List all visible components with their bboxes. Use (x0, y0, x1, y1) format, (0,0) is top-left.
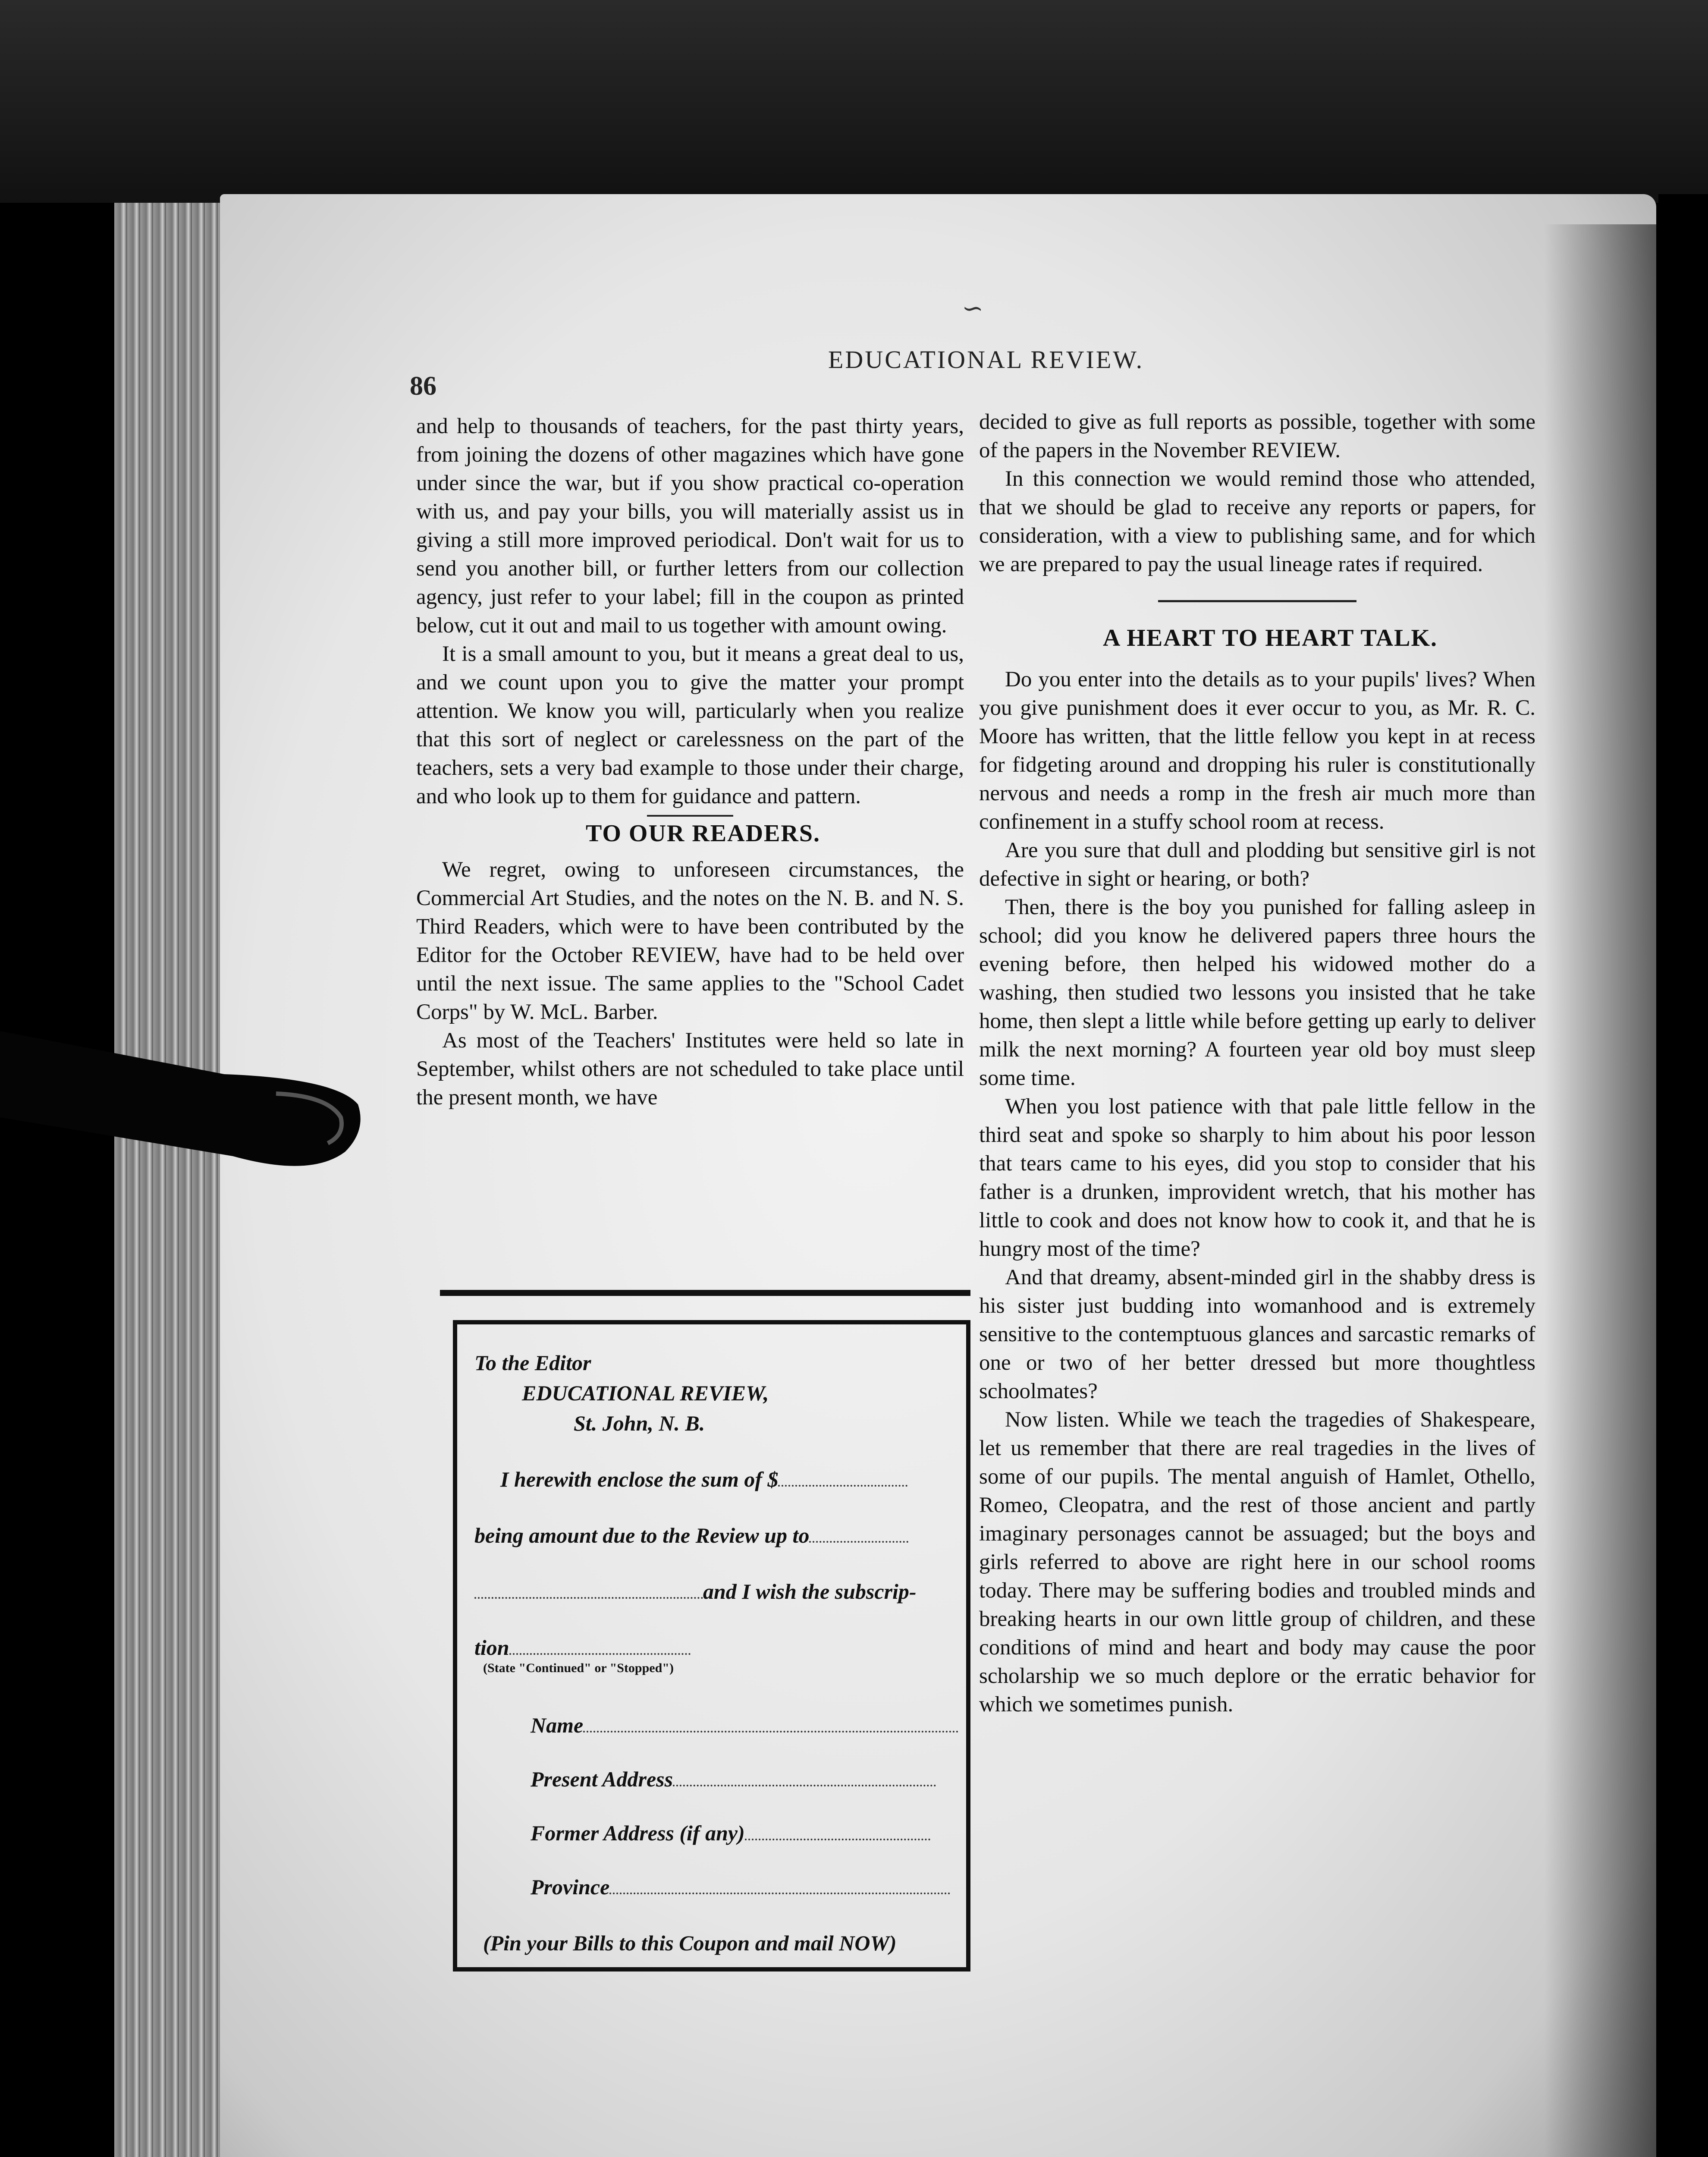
coupon-city: St. John, N. B. (574, 1411, 705, 1435)
running-title: EDUCATIONAL REVIEW. (828, 346, 1144, 374)
coupon-present-address-row (531, 1767, 936, 1792)
due-date-field[interactable] (809, 1541, 908, 1543)
page-number: 86 (410, 371, 436, 401)
paragraph: When you lost patience with that pale little fellow in the third seat and spoke so sharply to him about his poor lesson that tears came to his eyes, did you stop to consider that his father is a drunken, improvident wretch, that his mother has little to cook and does not know how to cook it, and that he is hungry most of the time? (979, 1094, 1535, 1261)
right-column (979, 408, 1535, 1719)
coupon-name-label: Name (531, 1713, 584, 1737)
page-gutter-shadow (1544, 224, 1656, 2157)
thumb-shadow (0, 1014, 371, 1204)
paragraph: decided to give as full reports as possible, together with some of the papers in the November REVIEW. (979, 410, 1535, 462)
paragraph: It is a small amount to you, but it means a great deal to us, and we count upon you to give the matter your prompt attention. We know you will, particularly when you realize that this sort of neglect or carelessness on the part of the teachers, sets a very bad example to those under their charge, and who look up to them for guidance and pattern. (416, 642, 964, 808)
coupon-enclose-label: I herewith enclose the sum of $ (500, 1467, 779, 1491)
coupon-former-address-label: Former Address (if any) (531, 1821, 745, 1845)
paragraph: Now listen. While we teach the tragedies of Shakespeare, let us remember that there are real tragedies in the lives of some of our pupils. The mental anguish of Hamlet, Othello, Romeo, Cleopatra, and the rest of those ancient and partly imaginary personages cannot be assuaged; but the boys and girls referred to above are right here in our school rooms today. There may be suffering bodies and troubled minds and breaking hearts in our own little group of children, and these conditions of mind and heart and body may cause the poor scholarship we so much deplore or the erratic behavior for which we sometimes punish. (979, 1408, 1535, 1717)
coupon-addressee: To the Editor (474, 1351, 591, 1375)
scan-background-top (0, 0, 1708, 203)
province-field[interactable] (609, 1893, 950, 1894)
coupon-name-row (531, 1713, 958, 1738)
scan-background-right (1658, 194, 1708, 2157)
subscription-status-field[interactable] (509, 1653, 691, 1655)
left-column (416, 412, 964, 1112)
coupon-province-label: Province (531, 1875, 610, 1899)
coupon-province-row (531, 1874, 950, 1899)
coupon-top-rule (440, 1290, 970, 1296)
section-heading-heart-talk: A HEART TO HEART TALK. (1102, 625, 1438, 651)
section-heading-readers: TO OUR READERS. (586, 820, 820, 847)
coupon-being-row (474, 1523, 908, 1548)
divider (1158, 600, 1356, 602)
paragraph: As most of the Teachers' Institutes were held so late in September, whilst others are not scheduled to take place until the present month, we have (416, 1028, 964, 1110)
coupon-state-note: (State "Continued" or "Stopped") (483, 1661, 674, 1675)
ink-mark: ∽ (962, 294, 984, 323)
coupon-tion-row (474, 1635, 691, 1660)
coupon-footer: (Pin your Bills to this Coupon and mail NOW) (483, 1931, 897, 1955)
present-address-field[interactable] (673, 1785, 936, 1786)
paragraph: In this connection we would remind those who attended, that we should be glad to receive any reports or papers, for consideration, with a view to publishing same, and for which we are prepared to pay the usual lineage rates if required. (979, 467, 1535, 576)
coupon-publication: EDUCATIONAL REVIEW, (522, 1381, 769, 1405)
amount-field[interactable] (778, 1485, 907, 1487)
coupon-former-address-row (531, 1821, 930, 1846)
paragraph: And that dreamy, absent-minded girl in the shabby dress is his sister just budding into womanhood and is extremely sensitive to the contemptuous glances and sarcastic remarks of one or two of her better dressed but more thoughtless schoolmates? (979, 1265, 1535, 1403)
coupon-wish-row (474, 1579, 917, 1604)
name-field[interactable] (583, 1731, 958, 1733)
coupon-enclose-row (500, 1467, 907, 1492)
paragraph: and help to thousands of teachers, for the past thirty years, from joining the dozens of other magazines which have gone under since the war, but if you show practical co-operation with us, and pay your bills, you will materially assist us in giving a still more improved periodical. Don't wait for us to send you another bill, or further letters from our collection agency, just refer to your label; fill in the coupon as printed below, cut it out and mail to us together with amount owing. (416, 414, 964, 638)
paragraph: Are you sure that dull and plodding but sensitive girl is not defective in sight or hearing, or both? (979, 838, 1535, 891)
subscription-blank-field[interactable] (474, 1597, 703, 1599)
paragraph: Do you enter into the details as to your pupils' lives? When you give punishment does it ever occur to you, as Mr. R. C. Moore has written, that the little fellow you kept in at recess for fidgeting around and dropping his ruler is constitutionally nervous and needs a romp in the fresh air much more than confinement in a stuffy school room at recess. (979, 667, 1535, 834)
former-address-field[interactable] (745, 1839, 930, 1840)
coupon-wish-label: and I wish the subscrip- (703, 1579, 917, 1604)
divider (647, 815, 733, 817)
paragraph: We regret, owing to unforeseen circumstances, the Commercial Art Studies, and the notes on the N. B. and N. S. Third Readers, which were to have been contributed by the Editor for the October REVIEW, have had to be held over until the next issue. The same applies to the "School Cadet Corps" by W. McL. Barber. (416, 858, 964, 1024)
subscription-coupon (453, 1320, 970, 1971)
coupon-being-label: being amount due to the Review up to (474, 1523, 810, 1547)
coupon-present-address-label: Present Address (531, 1767, 673, 1791)
paragraph: Then, there is the boy you punished for falling asleep in school; did you know he delivered papers three hours the evening before, then helped his widowed mother do a washing, then studied two lessons you insisted that he take home, then slept a little while before getting up early to deliver milk the next morning? A fourteen year old boy must sleep some time. (979, 895, 1535, 1090)
coupon-tion-label: tion (474, 1635, 509, 1660)
